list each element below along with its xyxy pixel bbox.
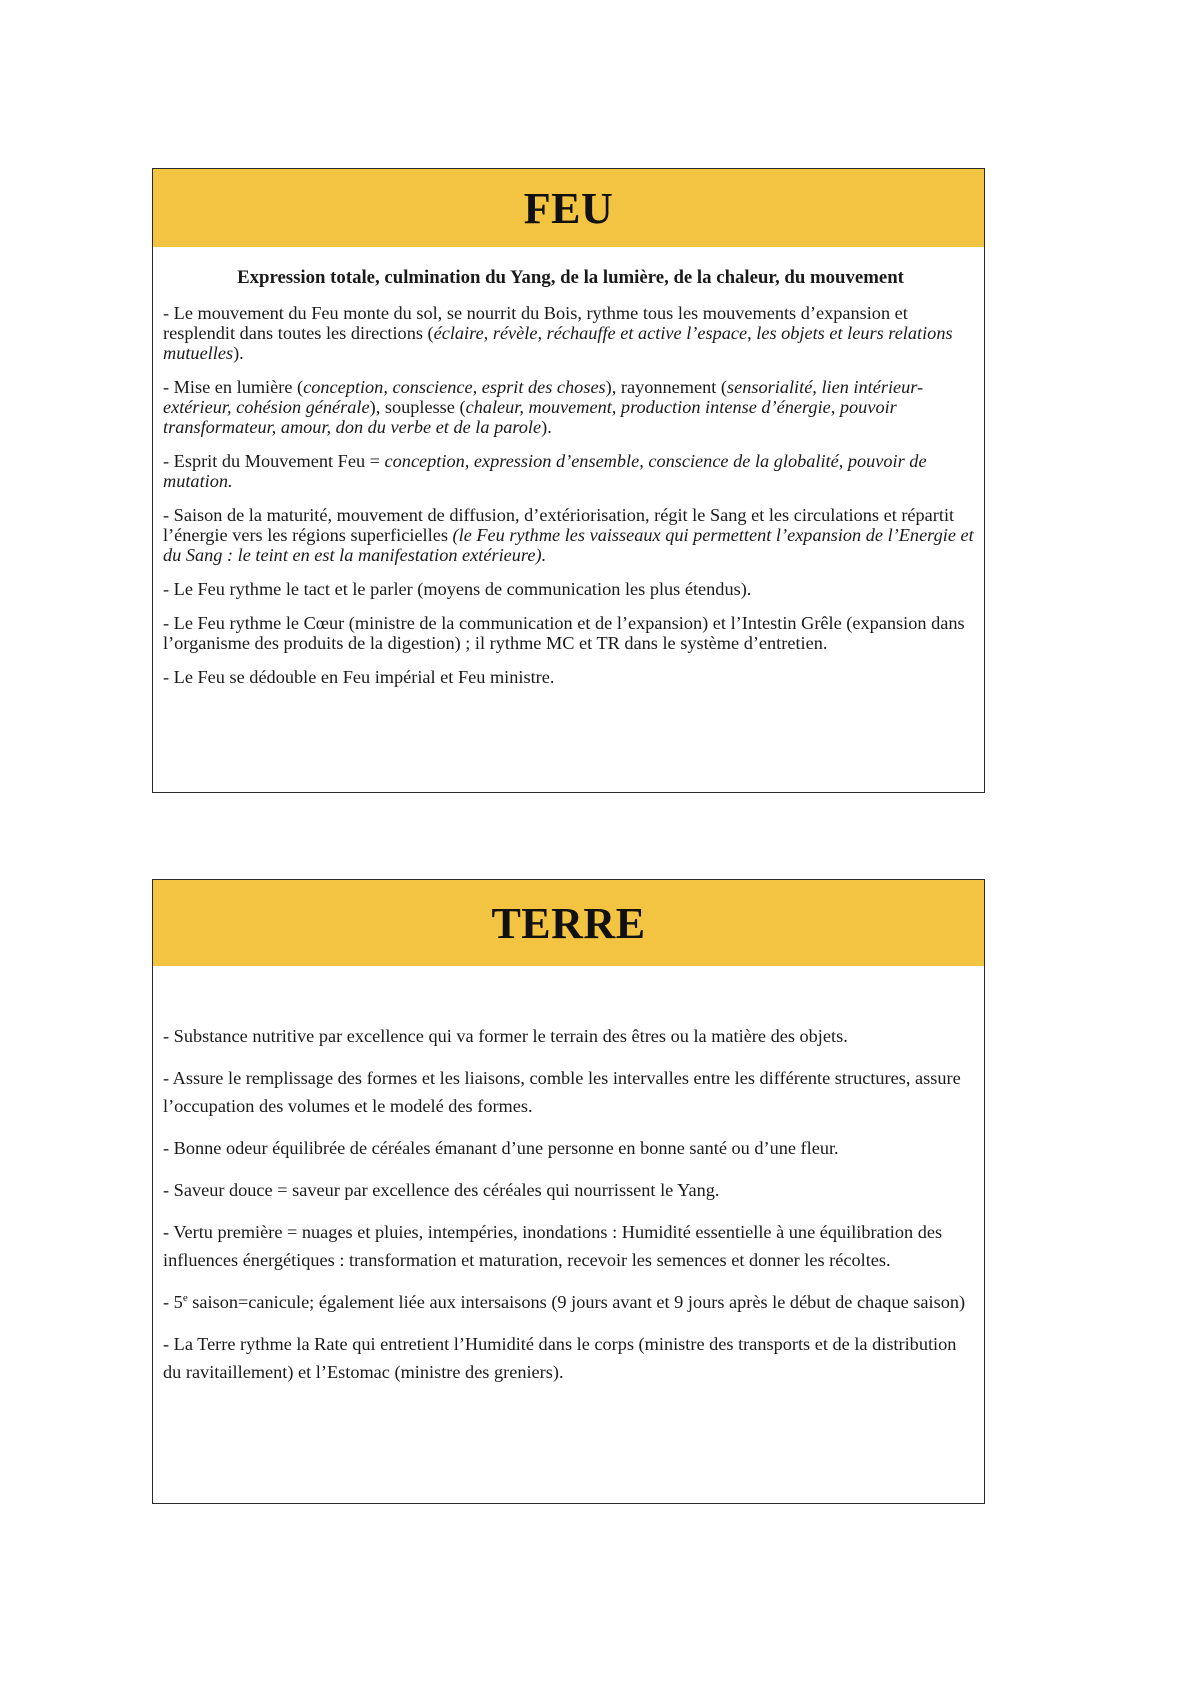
text-segment: - Le Feu rythme le tact et le parler (moyens de communication les plus étendus). — [163, 579, 752, 599]
italic-text: (le Feu rythme les vaisseaux qui permettent l’expansion de l’Energie et du Sang : le teint en est la manifestation extérieure). — [163, 525, 979, 565]
list-item — [163, 377, 978, 437]
text-segment: - La Terre rythme la Rate qui entretient l’Humidité dans le corps (ministre des transports et de la distribution du ravitaillement) et l’Estomac (ministre des greniers). — [163, 1334, 961, 1382]
slide-body — [153, 247, 984, 687]
text-segment: - Mise en lumière ( — [163, 377, 304, 397]
list-item — [163, 1218, 978, 1274]
text-segment: ), souplesse ( — [369, 397, 466, 417]
list-item — [163, 1134, 978, 1162]
text-segment: - Saison de la maturité, mouvement de diffusion, d’extériorisation, régit le Sang et les circulations et répartit l’énergie vers les régions superficielles — [163, 505, 959, 545]
list-item — [163, 303, 978, 363]
text-segment: - 5 — [163, 1292, 183, 1312]
text-segment: - Saveur douce = saveur par excellence des céréales qui nourrissent le Yang. — [163, 1180, 720, 1200]
list-item — [163, 1330, 978, 1386]
bullet-list — [163, 1022, 978, 1386]
italic-text: conception, conscience, esprit des choses — [303, 377, 606, 397]
text-segment: ). — [233, 343, 244, 363]
slide-body — [153, 966, 984, 1386]
text-segment: - Substance nutritive par excellence qui va former le terrain des êtres ou la matière des objets. — [163, 1026, 848, 1046]
text-segment: - Assure le remplissage des formes et les liaisons, comble les intervalles entre les différente structures, assure l’occupation des volumes et le modelé des formes. — [163, 1068, 966, 1116]
italic-text: sensorialité, lien intérieur-extérieur, cohésion générale — [163, 377, 924, 417]
list-item — [163, 1064, 978, 1120]
slide-feu — [152, 168, 985, 793]
slide-title: FEU — [153, 169, 984, 247]
list-item — [163, 579, 978, 599]
italic-text: éclaire, révèle, réchauffe et active l’espace, les objets et leurs relations mutuelles — [163, 323, 958, 363]
text-segment: ), rayonnement ( — [605, 377, 727, 397]
text-segment: e — [182, 1291, 188, 1304]
text-segment: ). — [541, 417, 552, 437]
list-item — [163, 613, 978, 653]
italic-text: chaleur, mouvement, production intense d’énergie, pouvoir transformateur, amour, don du verbe et de la parole — [163, 397, 902, 437]
list-item — [163, 451, 978, 491]
list-item — [163, 667, 978, 687]
slide-terre — [152, 879, 985, 1504]
text-segment: - Le Feu rythme le Cœur (ministre de la communication et de l’expansion) et l’Intestin Grêle (expansion dans l’organisme des produits de la digestion) ; il rythme MC et TR dans le système d’entretien. — [163, 613, 970, 653]
slide-subtitle: Expression totale, culmination du Yang, de la lumière, de la chaleur, du mouvement — [237, 267, 904, 288]
text-segment: - Bonne odeur équilibrée de céréales émanant d’une personne en bonne santé ou d’une fleur. — [163, 1138, 839, 1158]
italic-text: conception, expression d’ensemble, conscience de la globalité, pouvoir de mutation. — [163, 451, 932, 491]
text-segment: - Esprit du Mouvement Feu = — [163, 451, 385, 471]
list-item — [163, 1288, 978, 1316]
slide-title: TERRE — [153, 880, 984, 966]
bullet-list — [163, 303, 978, 687]
list-item — [163, 505, 978, 565]
text-segment: - Le mouvement du Feu monte du sol, se nourrit du Bois, rythme tous les mouvements d’expansion et resplendit dans toutes les directions ( — [163, 303, 913, 343]
text-segment: - Vertu première = nuages et pluies, intempéries, inondations : Humidité essentielle à une équilibration des influences énergétiques : transformation et maturation, recevoir les semences et donner les récoltes. — [163, 1222, 947, 1270]
text-segment: saison=canicule; également liée aux intersaisons (9 jours avant et 9 jours après le début de chaque saison) — [187, 1292, 966, 1312]
list-item — [163, 1176, 978, 1204]
text-segment: - Le Feu se dédouble en Feu impérial et Feu ministre. — [163, 667, 555, 687]
list-item — [163, 1022, 978, 1050]
